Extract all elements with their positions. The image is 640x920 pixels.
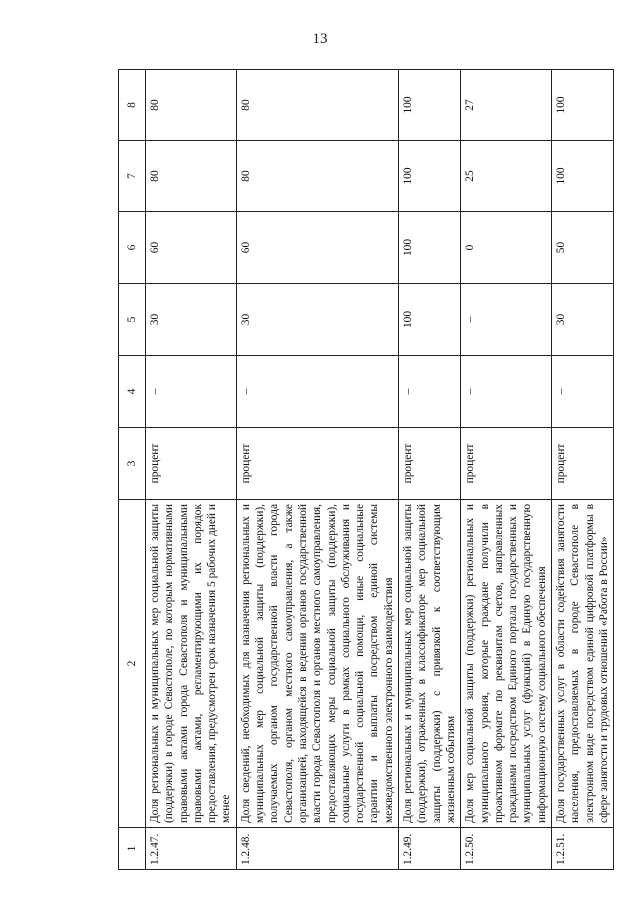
table-row — [399, 70, 461, 870]
row-value-col4: – — [399, 356, 461, 428]
column-header: 7 — [119, 141, 146, 212]
row-value-col6: 60 — [236, 212, 398, 284]
row-unit: процент — [552, 428, 614, 500]
row-value-col6: 0 — [461, 212, 552, 284]
row-value-col5: – — [461, 284, 552, 356]
row-value-col8: 80 — [146, 70, 237, 141]
row-value-col7: 80 — [146, 141, 237, 212]
row-number: 1.2.48. — [236, 828, 398, 870]
row-value-col5: 100 — [399, 284, 461, 356]
row-value-col7: 100 — [552, 141, 614, 212]
row-value-col7: 25 — [461, 141, 552, 212]
indicators-table — [118, 69, 614, 870]
row-description: Доля региональных и муниципальных мер социальной защиты (поддержки), отраженных в классификаторе мер социальной защиты (поддержки) с привязкой к соответствующим жизненным событиям — [399, 500, 461, 828]
row-value-col7: 80 — [236, 141, 398, 212]
row-value-col5: 30 — [552, 284, 614, 356]
row-value-col7: 100 — [399, 141, 461, 212]
row-value-col8: 80 — [236, 70, 398, 141]
column-header: 2 — [119, 500, 146, 828]
table-header-row — [119, 70, 146, 870]
table-row — [236, 70, 398, 870]
row-unit: процент — [236, 428, 398, 500]
row-value-col4: – — [461, 356, 552, 428]
row-unit: процент — [461, 428, 552, 500]
row-value-col8: 100 — [399, 70, 461, 141]
column-header: 6 — [119, 212, 146, 284]
row-number: 1.2.50. — [461, 828, 552, 870]
row-value-col4: – — [146, 356, 237, 428]
column-header: 5 — [119, 284, 146, 356]
row-value-col6: 50 — [552, 212, 614, 284]
table-row — [146, 70, 237, 870]
row-description: Доля государственных услуг в области содействия занятости населения, предоставляемых в городе Севастополе в электронном виде посредством единой цифровой платформы в сфере занятости и трудовых отношений «Работа в России» — [552, 500, 614, 828]
table-row — [552, 70, 614, 870]
row-value-col4: – — [236, 356, 398, 428]
row-value-col8: 27 — [461, 70, 552, 141]
row-unit: процент — [146, 428, 237, 500]
page-number: 13 — [312, 31, 328, 47]
row-description: Доля мер социальной защиты (поддержки) региональных и муниципального уровня, которые граждане получили в проактивном формате по реквизитам счетов, направленных гражданами посредством Единого портала государственных и муниципальных услуг (функций) в Единую государственную информационную систему социального обеспечения — [461, 500, 552, 828]
row-value-col8: 100 — [552, 70, 614, 141]
row-number: 1.2.51. — [552, 828, 614, 870]
column-header: 4 — [119, 356, 146, 428]
row-description: Доля сведений, необходимых для назначения региональных и муниципальных мер социальной защиты (поддержки), получаемых органом государственной власти города Севастополя, органом местного самоуправления, а также организацией, находящейся в ведении органов государственной власти города Севастополя и органов местного самоуправления, предоставляющих меры социальной защиты (поддержки), социальные услуги в рамках социального обслуживания и государственной социальной помощи, иные социальные гарантии и выплаты посредством единой системы межведомственного электронного взаимодействия — [236, 500, 398, 828]
column-header: 1 — [119, 828, 146, 870]
row-number: 1.2.47. — [146, 828, 237, 870]
row-value-col5: 30 — [146, 284, 237, 356]
table-row — [461, 70, 552, 870]
row-description: Доля региональных и муниципальных мер социальной защиты (поддержки) в городе Севастополе, по которым нормативными правовыми актами города Севастополя и муниципальными правовыми актами, регламентирующими их порядок предоставления, предусмотрен срок назначения 5 рабочих дней и менее — [146, 500, 237, 828]
row-unit: процент — [399, 428, 461, 500]
rotated-table-container — [118, 70, 610, 870]
column-header: 8 — [119, 70, 146, 141]
row-value-col4: – — [552, 356, 614, 428]
row-number: 1.2.49. — [399, 828, 461, 870]
row-value-col6: 60 — [146, 212, 237, 284]
row-value-col6: 100 — [399, 212, 461, 284]
row-value-col5: 30 — [236, 284, 398, 356]
column-header: 3 — [119, 428, 146, 500]
